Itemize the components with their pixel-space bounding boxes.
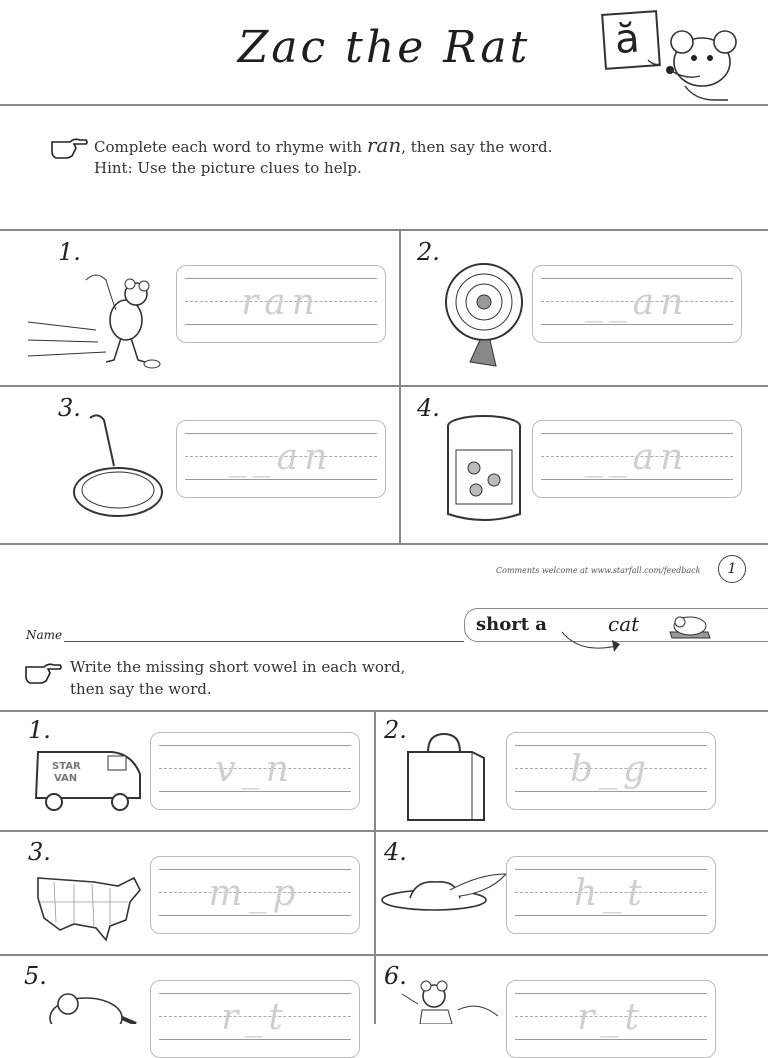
- frying-pan-icon: [70, 412, 170, 522]
- item-number: 2.: [384, 716, 407, 744]
- item-number: 1.: [28, 716, 51, 744]
- trace-word: v_n: [215, 749, 295, 790]
- answer-box[interactable]: [532, 265, 742, 343]
- map-icon: [34, 872, 144, 944]
- grid-top-rule: [0, 229, 768, 231]
- answer-box[interactable]: [176, 420, 386, 498]
- trace-word: __an: [584, 437, 690, 478]
- trace-word: r_t: [577, 997, 645, 1038]
- page-number: 1: [727, 561, 737, 577]
- pointing-hand-icon: [50, 134, 88, 162]
- grid2-vertical-rule: [374, 710, 376, 1024]
- badge-word: cat: [608, 612, 640, 636]
- name-label: Name: [26, 628, 63, 642]
- feedback-footer: Comments welcome at www.starfall.com/feedback: [496, 566, 701, 575]
- trace-word: h_t: [574, 873, 648, 914]
- rat-mascot-icon: [640, 20, 750, 105]
- answer-box[interactable]: [506, 732, 716, 810]
- trace-word: __an: [584, 282, 690, 323]
- grid-mid-rule: [0, 385, 768, 387]
- van-text-1: STAR: [52, 761, 81, 772]
- grid-bottom-rule: [0, 543, 768, 545]
- rhyme-word: ran: [366, 133, 402, 157]
- van-icon: [32, 744, 144, 814]
- item-number: 6.: [384, 962, 407, 990]
- grid-vertical-rule: [399, 229, 401, 545]
- badge-arrow-icon: [560, 628, 630, 658]
- badge-label: short a: [476, 614, 547, 635]
- cat-icon: [40, 988, 140, 1024]
- item-number: 3.: [28, 838, 51, 866]
- grid2-top-rule: [0, 710, 768, 712]
- item-number: 2.: [417, 238, 440, 266]
- fan-icon: [440, 252, 530, 372]
- page2-instruction-2: then say the word.: [70, 680, 212, 698]
- hat-icon: [380, 872, 510, 916]
- van-text-2: VAN: [54, 773, 78, 784]
- trace-word: ran: [241, 282, 321, 323]
- letter-card-glyph: ă: [613, 15, 642, 64]
- page2-instruction-1: Write the missing short vowel in each word,: [70, 658, 406, 676]
- answer-box[interactable]: [150, 856, 360, 934]
- answer-box[interactable]: [150, 980, 360, 1058]
- item-number: 4.: [417, 394, 440, 422]
- answer-box[interactable]: [176, 265, 386, 343]
- hint-text: Hint: Use the picture clues to help.: [94, 159, 362, 177]
- pointing-hand-icon: [24, 659, 62, 687]
- answer-box[interactable]: [506, 980, 716, 1058]
- rat-icon: [398, 980, 508, 1024]
- can-icon: [444, 414, 524, 526]
- bag-icon: [404, 732, 488, 824]
- trace-word: b_g: [569, 749, 653, 790]
- item-number: 3.: [58, 394, 81, 422]
- instruction-prefix: Complete each word to rhyme with: [94, 138, 367, 156]
- item-number: 5.: [24, 962, 47, 990]
- grid2-row-rule: [0, 830, 768, 832]
- item-number: 4.: [384, 838, 407, 866]
- sleeping-cat-icon: [668, 610, 712, 640]
- item-number: 1.: [58, 238, 81, 266]
- trace-word: m_p: [208, 873, 302, 914]
- running-rat-icon: [26, 270, 166, 375]
- instruction-suffix: , then say the word.: [401, 138, 553, 156]
- name-line[interactable]: [64, 641, 464, 642]
- answer-box[interactable]: [506, 856, 716, 934]
- title-rule: [0, 104, 768, 106]
- answer-box[interactable]: [150, 732, 360, 810]
- page-number-circle: [718, 555, 746, 583]
- grid2-row-rule: [0, 954, 768, 956]
- instruction-line-1: [94, 134, 552, 159]
- trace-word: r_t: [221, 997, 289, 1038]
- worksheet-title: Zac the Rat: [237, 22, 531, 73]
- answer-box[interactable]: [532, 420, 742, 498]
- trace-word: __an: [228, 437, 334, 478]
